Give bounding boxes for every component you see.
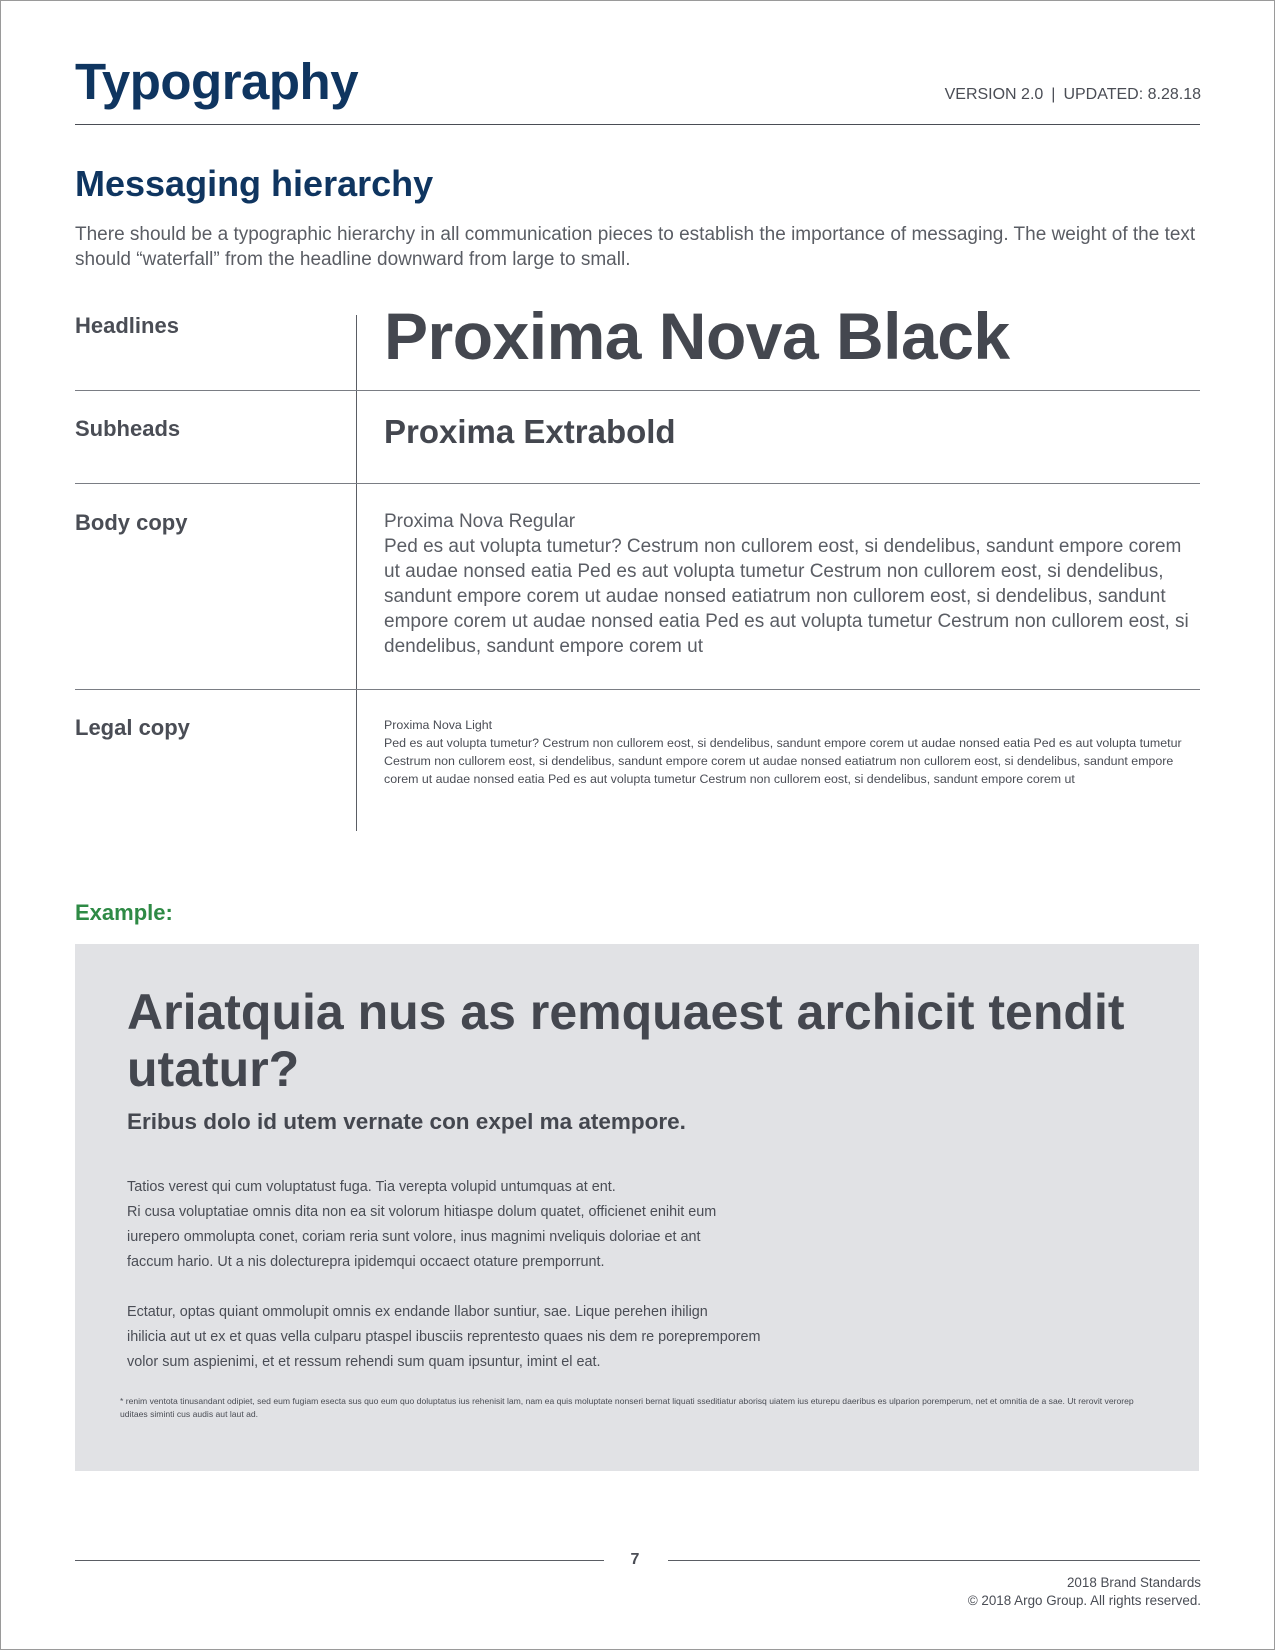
example-subhead: Eribus dolo id utem vernate con expel ma atempore. xyxy=(127,1109,686,1134)
example-line: Ri cusa voluptatiae omnis dita non ea sit volorum hitiaspe dolum quatet, officienet enihit eum xyxy=(127,1204,717,1220)
footer-rule-right xyxy=(668,1560,1200,1561)
label-subheads: Subheads xyxy=(75,416,181,441)
updated-label: UPDATED: 8.28.18 xyxy=(1063,86,1201,103)
example-box xyxy=(75,944,1199,1471)
example-line: Ectatur, optas quiant ommolupit omnis ex endande llabor suntiur, sae. Lique perehen ihilign xyxy=(127,1304,708,1320)
example-line: iurepero ommolupta conet, coriam reria sunt volore, inus magnimi nveliquis doloriae et ant xyxy=(127,1229,701,1245)
body-font-name: Proxima Nova Regular xyxy=(384,511,576,532)
hierarchy-divider xyxy=(75,390,1200,391)
footer-copyright: © 2018 Argo Group. All rights reserved. xyxy=(967,1592,1201,1608)
footer-info xyxy=(968,1574,1201,1609)
label-headlines: Headlines xyxy=(75,313,179,338)
hierarchy-divider xyxy=(75,689,1200,690)
example-line: faccum hario. Ut a nis dolecturepra ipidemqui occaect otature premporrunt. xyxy=(127,1254,605,1270)
page-number: 7 xyxy=(630,1551,640,1568)
page-title: Typography xyxy=(75,53,359,110)
version-info xyxy=(945,86,1201,104)
section-intro: There should be a typographic hierarchy in all communication pieces to establish the importance of messaging. The weight of the text should “waterfall” from the headline downward from large to small. xyxy=(75,224,1196,270)
example-paragraph-2 xyxy=(127,1300,827,1375)
label-legal-copy: Legal copy xyxy=(75,715,190,740)
sample-headline: Proxima Nova Black xyxy=(384,299,1010,373)
example-footnote: * renim ventota tinusandant odipiet, sed eum fugiam esecta sus quo eum quo doluptatus ius rehenisit lam, nam ea quis moluptate nonseri bernat liquati sseditiatur aborisq uiatem ius eturepu daeribus es ulparion poremperum, net et omnitia de a sae. Ut rerovit verorep uditaes siminti cus audis aut laut ad. xyxy=(120,1396,1134,1419)
sample-body-copy xyxy=(384,509,1190,659)
body-sample-text: Ped es aut volupta tumetur? Cestrum non cullorem eost, si dendelibus, sandunt empore corem ut audae nonsed eatia Ped es aut volupta tumetur Cestrum non cullorem eost, si dendelibus, sandunt empore corem ut audae nonsed eatiatrum non cullorem eost, si dendelibus, sandunt empore corem ut audae nonsed eatia Ped es aut volupta tumetur Cestrum non cullorem eost, si dendelibus, sandunt empore corem ut xyxy=(384,536,1189,657)
header-divider xyxy=(75,124,1200,125)
hierarchy-column-divider xyxy=(356,315,357,831)
example-paragraph-1 xyxy=(127,1175,827,1275)
footer-brand-standards: 2018 Brand Standards xyxy=(1066,1575,1201,1590)
example-label: Example: xyxy=(75,900,173,925)
version-separator: | xyxy=(1051,86,1056,103)
hierarchy-divider xyxy=(75,483,1200,484)
legal-sample-text: Ped es aut volupta tumetur? Cestrum non cullorem eost, si dendelibus, sandunt empore corem ut audae nonsed eatia Ped es aut volupta tumetur Cestrum non cullorem eost, si dendelibus, sandunt empore corem ut audae nonsed eatiatrum non cullorem eost, si dendelibus, sandunt empore corem ut audae nonsed eatia Ped es aut volupta tumetur Cestrum non cullorem eost, si dendelibus, sandunt empore corem ut xyxy=(384,736,1182,786)
section-title: Messaging hierarchy xyxy=(75,163,434,204)
example-line: volor sum aspienimi, et et ressum rehendi sum quam ipsuntur, imint el eat. xyxy=(127,1354,601,1370)
label-body-copy: Body copy xyxy=(75,510,188,535)
version-label: VERSION 2.0 xyxy=(944,86,1044,103)
sample-legal-copy xyxy=(384,716,1190,788)
footer-rule-left xyxy=(75,1560,604,1561)
legal-font-name: Proxima Nova Light xyxy=(384,718,493,732)
sample-subhead: Proxima Extrabold xyxy=(384,413,676,450)
example-headline: Ariatquia nus as remquaest archicit tendit utatur? xyxy=(127,984,1125,1097)
example-line: Tatios verest qui cum voluptatust fuga. Tia verepta volupid untumquas at ent. xyxy=(127,1179,616,1195)
example-line: ihilicia aut ut ex et quas vella culparu ptaspel ibusciis reprentesto quaes nis dem re porepremporem xyxy=(127,1329,761,1345)
